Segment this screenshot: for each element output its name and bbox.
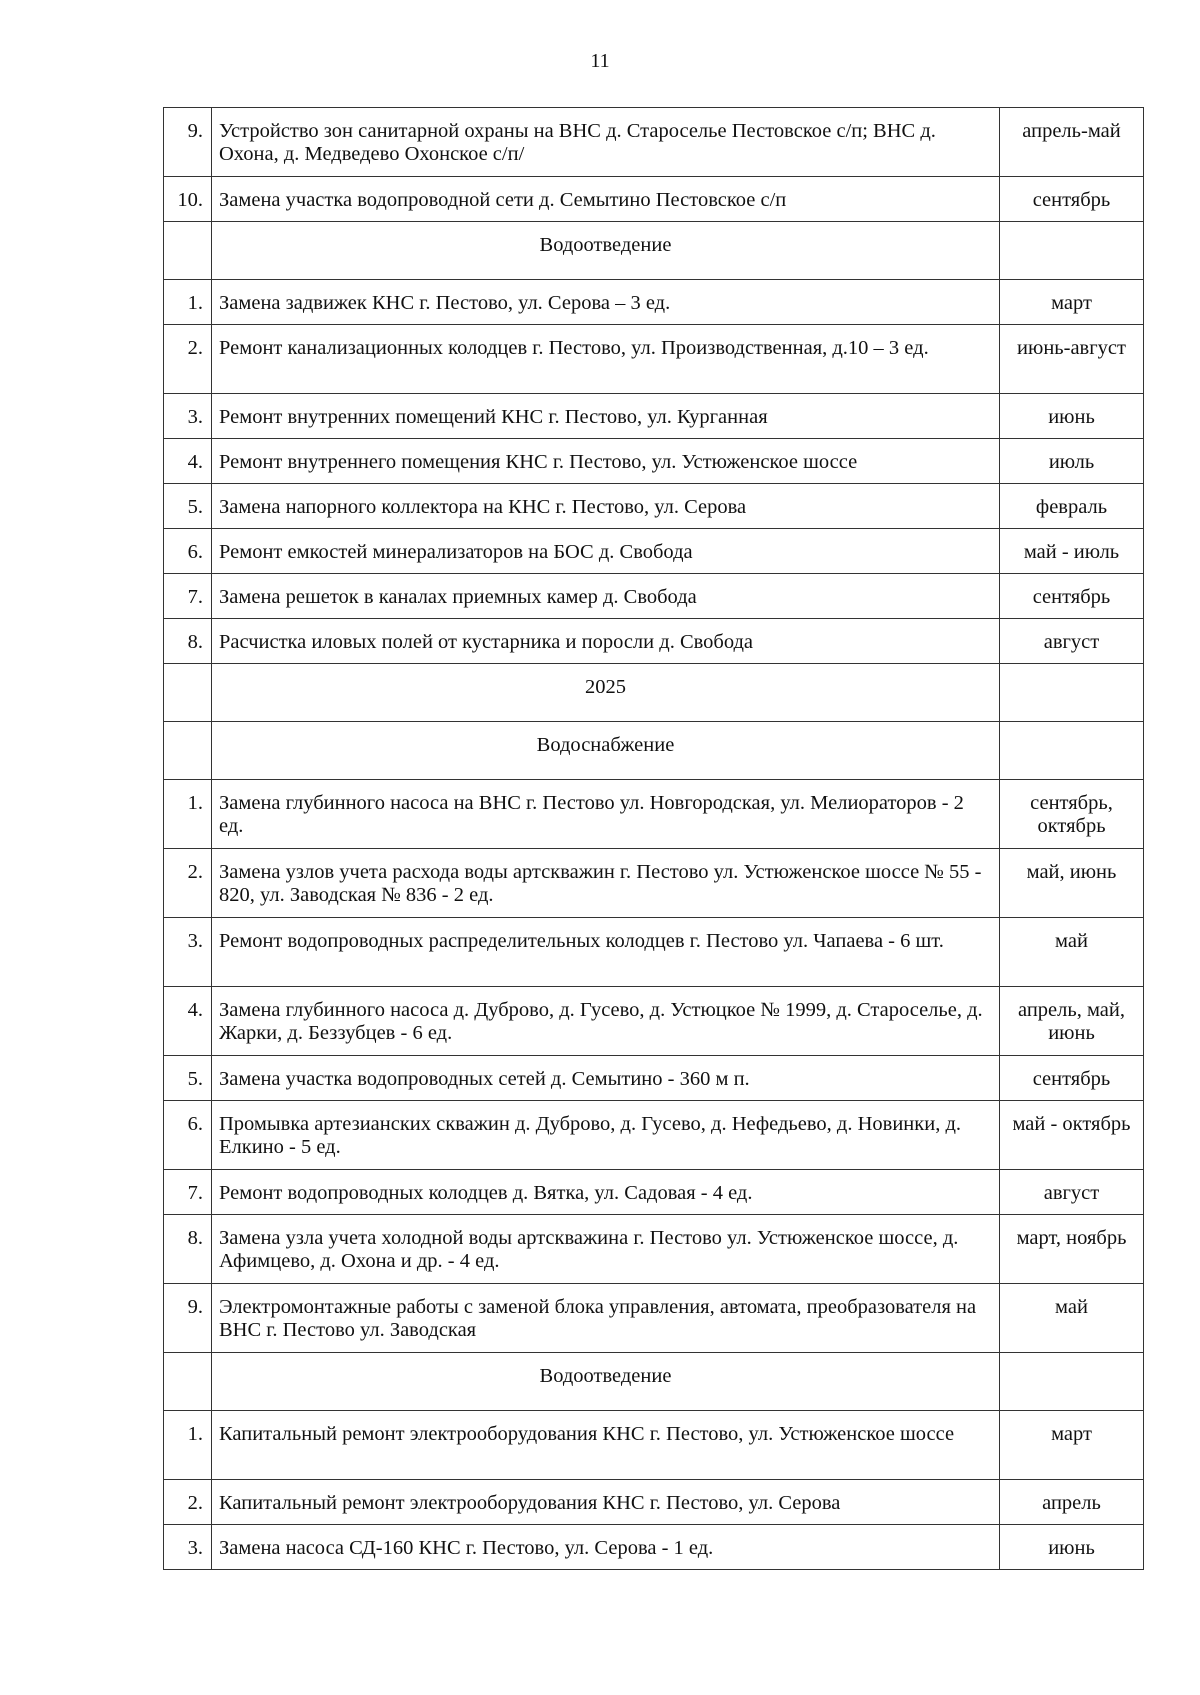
section-row [164,1353,1144,1411]
table-row [164,1101,1144,1170]
section-title: Водоснабжение [212,722,1000,780]
work-description: Ремонт водопроводных распределительных колодцев г. Пестово ул. Чапаева - 6 шт. [212,918,1000,987]
completion-term: апрель, май, июнь [1000,987,1144,1056]
section-row [164,664,1144,722]
table-row [164,394,1144,439]
table-row [164,325,1144,394]
work-description: Замена узла учета холодной воды артскважина г. Пестово ул. Устюженское шоссе, д. Афимцево, д. Охона и др. - 4 ед. [212,1215,1000,1284]
table-body [164,108,1144,1570]
item-number: 6. [164,1101,212,1170]
work-description: Капитальный ремонт электрооборудования КНС г. Пестово, ул. Устюженское шоссе [212,1411,1000,1480]
completion-term: июнь [1000,394,1144,439]
section-title: 2025 [212,664,1000,722]
work-description: Замена узлов учета расхода воды артскважин г. Пестово ул. Устюженское шоссе № 55 - 820, ул. Заводская № 836 - 2 ед. [212,849,1000,918]
empty-number-cell [164,222,212,280]
table-row [164,108,1144,177]
item-number: 1. [164,1411,212,1480]
work-description: Замена решеток в каналах приемных камер д. Свобода [212,574,1000,619]
item-number: 3. [164,394,212,439]
empty-term-cell [1000,664,1144,722]
completion-term: июнь-август [1000,325,1144,394]
completion-term: июль [1000,439,1144,484]
empty-term-cell [1000,222,1144,280]
item-number: 3. [164,918,212,987]
table-row [164,1170,1144,1215]
item-number: 3. [164,1525,212,1570]
empty-number-cell [164,664,212,722]
completion-term: апрель-май [1000,108,1144,177]
work-description: Замена участка водопроводных сетей д. Семытино - 360 м п. [212,1056,1000,1101]
section-row [164,722,1144,780]
item-number: 6. [164,529,212,574]
completion-term: март, ноябрь [1000,1215,1144,1284]
table-row [164,849,1144,918]
work-description: Замена задвижек КНС г. Пестово, ул. Серова – 3 ед. [212,280,1000,325]
completion-term: май - октябрь [1000,1101,1144,1170]
work-description: Замена глубинного насоса д. Дуброво, д. Гусево, д. Устюцкое № 1999, д. Староселье, д. Жарки, д. Беззубцев - 6 ед. [212,987,1000,1056]
item-number: 4. [164,439,212,484]
work-description: Замена участка водопроводной сети д. Семытино Пестовское с/п [212,177,1000,222]
table-row [164,1480,1144,1525]
item-number: 1. [164,280,212,325]
completion-term: март [1000,280,1144,325]
completion-term: май - июль [1000,529,1144,574]
table-row [164,1411,1144,1480]
section-title: Водоотведение [212,1353,1000,1411]
item-number: 9. [164,1284,212,1353]
item-number: 7. [164,574,212,619]
item-number: 5. [164,484,212,529]
work-description: Замена глубинного насоса на ВНС г. Пестово ул. Новгородская, ул. Мелиораторов - 2 ед. [212,780,1000,849]
work-description: Замена насоса СД-160 КНС г. Пестово, ул. Серова - 1 ед. [212,1525,1000,1570]
item-number: 2. [164,1480,212,1525]
completion-term: май [1000,1284,1144,1353]
table-row [164,1284,1144,1353]
item-number: 8. [164,1215,212,1284]
table-row [164,574,1144,619]
empty-term-cell [1000,722,1144,780]
work-description: Замена напорного коллектора на КНС г. Пестово, ул. Серова [212,484,1000,529]
completion-term: август [1000,619,1144,664]
item-number: 1. [164,780,212,849]
work-description: Ремонт канализационных колодцев г. Пестово, ул. Производственная, д.10 – 3 ед. [212,325,1000,394]
empty-term-cell [1000,1353,1144,1411]
table-row [164,918,1144,987]
table-row [164,177,1144,222]
table-row [164,439,1144,484]
completion-term: апрель [1000,1480,1144,1525]
work-description: Ремонт емкостей минерализаторов на БОС д. Свобода [212,529,1000,574]
item-number: 4. [164,987,212,1056]
work-description: Промывка артезианских скважин д. Дуброво, д. Гусево, д. Нефедьево, д. Новинки, д. Елкино - 5 ед. [212,1101,1000,1170]
item-number: 10. [164,177,212,222]
item-number: 7. [164,1170,212,1215]
page-number: 11 [590,50,610,72]
table-row [164,280,1144,325]
completion-term: сентябрь [1000,177,1144,222]
work-description: Устройство зон санитарной охраны на ВНС д. Староселье Пестовское с/п; ВНС д. Охона, д. Медведево Охонское с/п/ [212,108,1000,177]
table-row [164,1215,1144,1284]
completion-term: май, июнь [1000,849,1144,918]
section-row [164,222,1144,280]
table-row [164,1056,1144,1101]
table-row [164,619,1144,664]
table-row [164,529,1144,574]
work-description: Расчистка иловых полей от кустарника и поросли д. Свобода [212,619,1000,664]
empty-number-cell [164,722,212,780]
item-number: 9. [164,108,212,177]
completion-term: сентябрь [1000,574,1144,619]
work-description: Капитальный ремонт электрооборудования КНС г. Пестово, ул. Серова [212,1480,1000,1525]
completion-term: сентябрь, октябрь [1000,780,1144,849]
completion-term: февраль [1000,484,1144,529]
table-row [164,987,1144,1056]
completion-term: сентябрь [1000,1056,1144,1101]
table-row [164,780,1144,849]
completion-term: август [1000,1170,1144,1215]
work-description: Ремонт внутреннего помещения КНС г. Пестово, ул. Устюженское шоссе [212,439,1000,484]
works-schedule-table [163,107,1144,1570]
completion-term: март [1000,1411,1144,1480]
work-description: Ремонт водопроводных колодцев д. Вятка, ул. Садовая - 4 ед. [212,1170,1000,1215]
work-description: Электромонтажные работы с заменой блока управления, автомата, преобразователя на ВНС г. Пестово ул. Заводская [212,1284,1000,1353]
item-number: 2. [164,325,212,394]
item-number: 8. [164,619,212,664]
table-row [164,484,1144,529]
completion-term: июнь [1000,1525,1144,1570]
item-number: 5. [164,1056,212,1101]
completion-term: май [1000,918,1144,987]
empty-number-cell [164,1353,212,1411]
item-number: 2. [164,849,212,918]
section-title: Водоотведение [212,222,1000,280]
table-row [164,1525,1144,1570]
work-description: Ремонт внутренних помещений КНС г. Пестово, ул. Курганная [212,394,1000,439]
